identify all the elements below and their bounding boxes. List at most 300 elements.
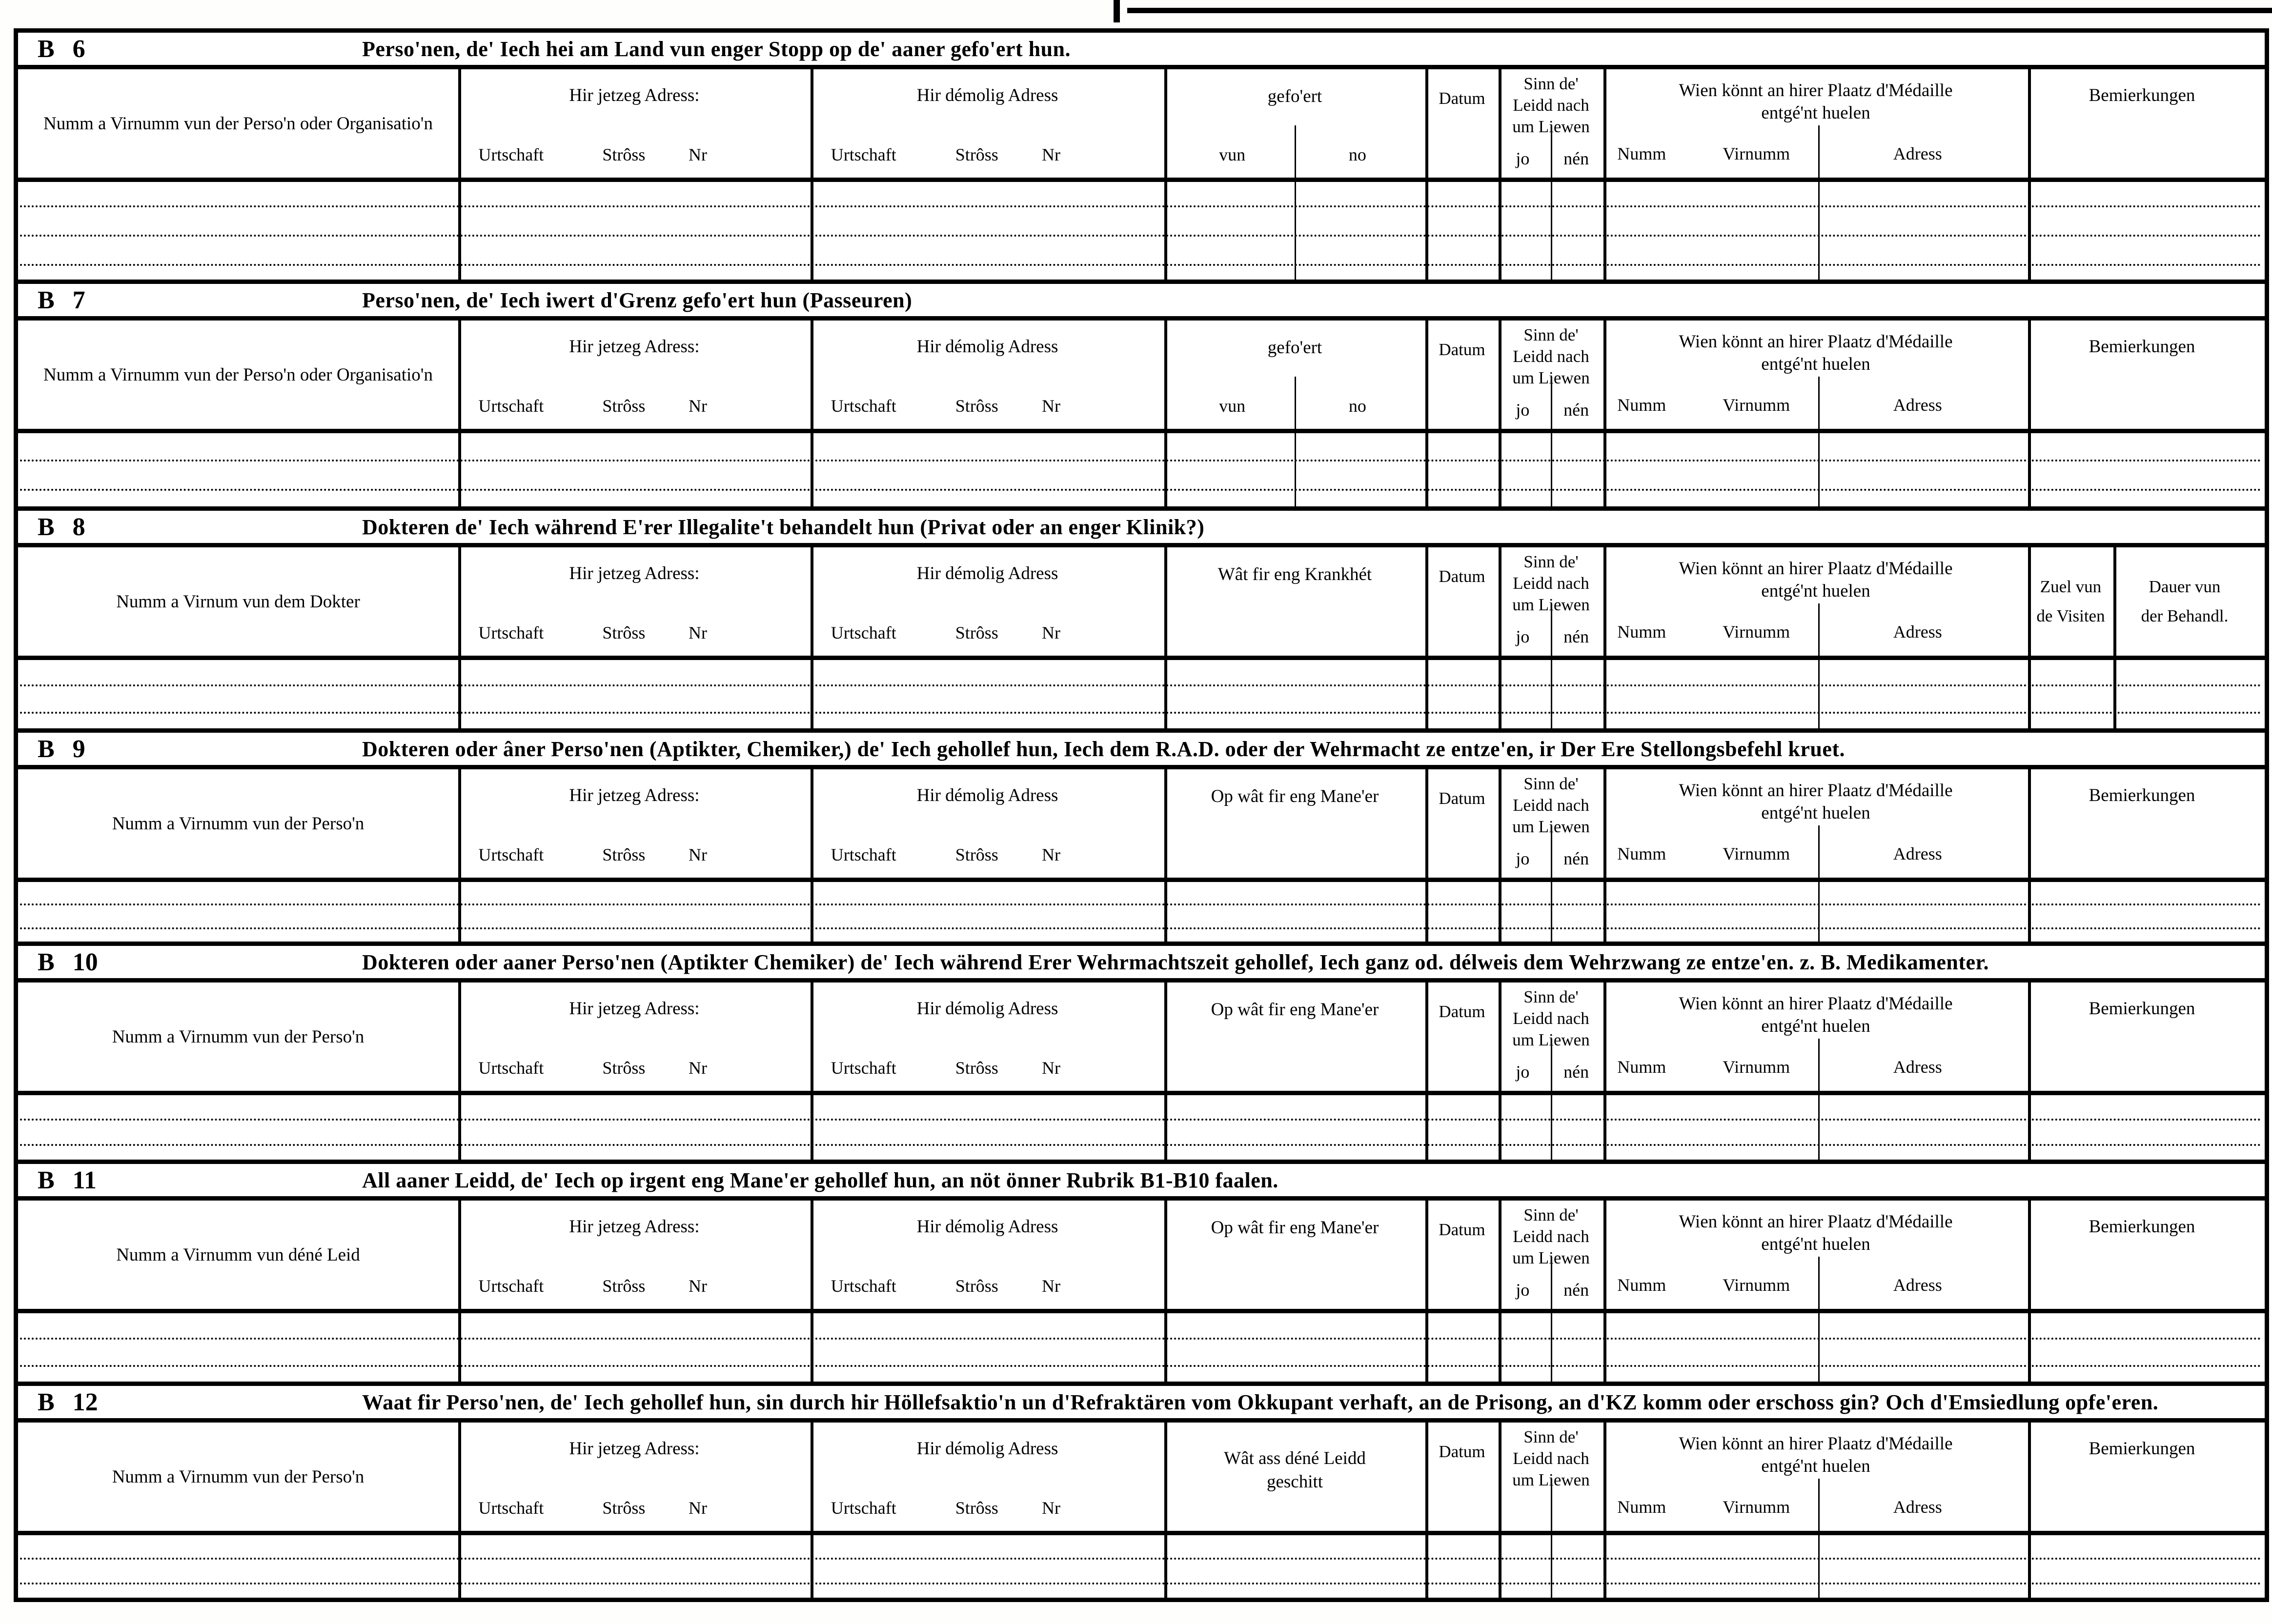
column-divider <box>1603 882 1606 942</box>
writing-guide-line <box>20 684 2263 686</box>
col-header-former-address <box>811 69 1164 178</box>
alive-line2: Leidd nach <box>1513 574 1589 593</box>
writing-guide-line <box>20 1365 2263 1367</box>
visits-line2: de Visiten <box>2036 606 2105 625</box>
medal-line2: entgé'nt huelen <box>1761 103 1870 123</box>
alive-line3: um Liewen <box>1512 1248 1590 1267</box>
col-header-still-alive <box>1499 69 1603 178</box>
writing-guide-line <box>20 1338 2263 1340</box>
column-divider <box>1425 1095 1428 1160</box>
col-header-datum <box>1425 769 1499 878</box>
writing-guide-line <box>20 712 2263 714</box>
alive-line2: Leidd nach <box>1513 1009 1589 1028</box>
former-address-title: Hir démolig Adress <box>916 337 1058 357</box>
former-address-title: Hir démolig Adress <box>916 563 1058 583</box>
stross-label: Strôss <box>955 1058 998 1078</box>
urtschaft-label: Urtschaft <box>831 1498 896 1518</box>
header-row <box>18 982 2265 1095</box>
header-row <box>18 321 2265 433</box>
form-section <box>18 511 2265 733</box>
column-divider <box>2028 882 2031 942</box>
stross-label: Strôss <box>602 623 646 642</box>
alive-line1: Sinn de' <box>1523 74 1579 93</box>
col-header-section-specific <box>1164 769 1425 878</box>
visits-line1: Zuel vun <box>2040 577 2102 596</box>
column-divider <box>811 1095 813 1160</box>
column-divider <box>458 1535 461 1598</box>
col-header-medal-recipient <box>1603 1423 2028 1531</box>
nr-label: Nr <box>688 396 707 416</box>
col-header-still-alive <box>1499 321 1603 429</box>
column-divider <box>1425 433 1428 506</box>
remarks-label: Bemierkungen <box>2089 85 2195 105</box>
col-header-former-address <box>811 547 1164 656</box>
virnumm-label: Virnumm <box>1723 844 1790 863</box>
subcolumn-divider <box>1551 1313 1552 1382</box>
column-divider <box>1164 433 1167 506</box>
form-table <box>14 28 2269 1602</box>
column-divider <box>2028 1095 2031 1160</box>
subcolumn-divider <box>1818 1095 1820 1160</box>
column-divider <box>1164 1313 1167 1382</box>
alive-line2: Leidd nach <box>1513 347 1589 366</box>
medal-line1: Wien könnt an hirer Plaatz d'Médaille <box>1679 80 1953 100</box>
page-edge-artifact-line <box>1127 8 2272 13</box>
col-header-remarks <box>2028 321 2256 429</box>
stross-label: Strôss <box>955 1498 998 1518</box>
nr-label: Nr <box>1042 623 1060 642</box>
column-divider <box>1425 882 1428 942</box>
specific-col-line1: gefo'ert <box>1267 338 1322 358</box>
column-divider <box>1499 882 1501 942</box>
col-header-section-specific <box>1164 69 1425 178</box>
medal-line1: Wien könnt an hirer Plaatz d'Médaille <box>1679 332 1953 352</box>
column-divider <box>1164 882 1167 942</box>
col-header-former-address <box>811 1201 1164 1309</box>
specific-col-line1: Op wât fir eng Mane'er <box>1211 1000 1379 1020</box>
no-label: no <box>1348 145 1366 164</box>
col-header-name: Numm a Virnum vun dem Dokter <box>116 591 360 612</box>
specific-col-line2: geschitt <box>1266 1472 1323 1492</box>
stross-label: Strôss <box>955 145 998 164</box>
data-entry-area <box>18 882 2265 942</box>
medal-line2: entgé'nt huelen <box>1761 1456 1870 1476</box>
col-header-current-address <box>458 321 811 429</box>
nen-label: nén <box>1563 849 1589 868</box>
column-divider <box>1603 660 1606 728</box>
column-divider <box>811 882 813 942</box>
alive-line3: um Liewen <box>1512 595 1590 614</box>
urtschaft-label: Urtschaft <box>478 1058 544 1078</box>
header-row <box>18 69 2265 182</box>
remarks-label: Bemierkungen <box>2089 999 2195 1019</box>
numm-label: Numm <box>1617 1275 1666 1295</box>
col-header-remarks <box>2028 69 2256 178</box>
column-divider <box>1425 660 1428 728</box>
col-header-name: Numm a Virnumm vun der Perso'n oder Organisatio'n <box>43 113 433 134</box>
col-header-remarks <box>2028 769 2256 878</box>
col-header-current-address <box>458 982 811 1091</box>
data-entry-area <box>18 182 2265 280</box>
column-divider <box>458 1313 461 1382</box>
section-id: B 7 <box>38 286 85 314</box>
remarks-label: Bemierkungen <box>2089 785 2195 805</box>
column-divider <box>458 1095 461 1160</box>
specific-col-line1: Op wât fir eng Mane'er <box>1211 786 1379 806</box>
nr-label: Nr <box>688 145 707 164</box>
nr-label: Nr <box>688 1498 707 1518</box>
column-divider <box>458 660 461 728</box>
medal-line1: Wien könnt an hirer Plaatz d'Médaille <box>1679 994 1953 1014</box>
header-row <box>18 1423 2265 1535</box>
jo-label: jo <box>1516 627 1530 646</box>
datum-label: Datum <box>1439 89 1485 108</box>
section-title: Perso'nen, de' Iech iwert d'Grenz gefo'ert hun (Passeuren) <box>362 288 913 312</box>
medal-line2: entgé'nt huelen <box>1761 1016 1870 1036</box>
col-header-section-specific <box>1164 547 1425 656</box>
data-entry-area <box>18 433 2265 506</box>
adress-label: Adress <box>1893 1497 1942 1517</box>
subcolumn-divider <box>1818 1535 1820 1598</box>
data-entry-area <box>18 660 2265 728</box>
nr-label: Nr <box>1042 1058 1060 1078</box>
column-divider <box>2028 660 2031 728</box>
jo-label: jo <box>1516 149 1530 168</box>
urtschaft-label: Urtschaft <box>478 1498 544 1518</box>
subcolumn-divider <box>1551 660 1552 728</box>
nr-label: Nr <box>1042 1498 1060 1518</box>
medal-line1: Wien könnt an hirer Plaatz d'Médaille <box>1679 1434 1953 1454</box>
current-address-title: Hir jetzeg Adress: <box>569 1439 700 1459</box>
subcolumn-divider <box>1818 433 1820 506</box>
medal-line1: Wien könnt an hirer Plaatz d'Médaille <box>1679 781 1953 801</box>
col-header-datum <box>1425 1201 1499 1309</box>
col-header-datum <box>1425 982 1499 1091</box>
col-header-datum <box>1425 547 1499 656</box>
col-header-still-alive <box>1499 982 1603 1091</box>
col-header-section-specific <box>1164 982 1425 1091</box>
section-title: Waat fir Perso'nen, de' Iech gehollef hun, sin durch hir Höllefsaktio'n un d'Refraktären vom Okkupant verhaft, an de Prisong, an d'KZ komm oder erschoss gin? Och d'Emsiedlung opfe'eren. <box>362 1390 2159 1414</box>
datum-label: Datum <box>1439 1220 1485 1239</box>
section-id: B 8 <box>38 513 85 541</box>
current-address-title: Hir jetzeg Adress: <box>569 563 700 583</box>
col-header-still-alive <box>1499 547 1603 656</box>
remarks-label: Bemierkungen <box>2089 337 2195 357</box>
col-header-medal-recipient <box>1603 1201 2028 1309</box>
vun-label: vun <box>1219 396 1246 416</box>
section-id: B 12 <box>38 1388 98 1416</box>
medal-line2: entgé'nt huelen <box>1761 803 1870 823</box>
nr-label: Nr <box>688 1058 707 1078</box>
column-divider <box>2028 1535 2031 1598</box>
nen-label: nén <box>1563 627 1589 646</box>
data-entry-area <box>18 1313 2265 1382</box>
alive-line1: Sinn de' <box>1523 325 1579 344</box>
virnumm-label: Virnumm <box>1723 1057 1790 1077</box>
col-header-remarks <box>2028 982 2256 1091</box>
col-header-treatment-duration <box>2113 547 2256 656</box>
section-title-row <box>18 946 2265 982</box>
jo-label: jo <box>1516 1062 1530 1082</box>
current-address-title: Hir jetzeg Adress: <box>569 999 700 1019</box>
stross-label: Strôss <box>955 845 998 864</box>
former-address-title: Hir démolig Adress <box>916 999 1058 1019</box>
column-divider <box>1499 433 1501 506</box>
col-header-former-address <box>811 1423 1164 1531</box>
writing-guide-line <box>20 1119 2263 1121</box>
datum-label: Datum <box>1439 567 1485 586</box>
adress-label: Adress <box>1893 844 1942 863</box>
nr-label: Nr <box>688 623 707 642</box>
adress-label: Adress <box>1893 622 1942 642</box>
writing-guide-line <box>20 903 2263 905</box>
alive-line1: Sinn de' <box>1523 987 1579 1006</box>
col-header-current-address <box>458 1423 811 1531</box>
numm-label: Numm <box>1617 144 1666 163</box>
col-header-section-specific <box>1164 321 1425 429</box>
col-header-name: Numm a Virnumm vun der Perso'n <box>112 1466 365 1487</box>
medal-line1: Wien könnt an hirer Plaatz d'Médaille <box>1679 1212 1953 1232</box>
numm-label: Numm <box>1617 622 1666 642</box>
datum-label: Datum <box>1439 789 1485 808</box>
writing-guide-line <box>20 489 2263 491</box>
column-divider <box>2028 433 2031 506</box>
column-divider <box>811 1313 813 1382</box>
col-header-datum <box>1425 1423 1499 1531</box>
urtschaft-label: Urtschaft <box>478 145 544 164</box>
nr-label: Nr <box>688 845 707 864</box>
urtschaft-label: Urtschaft <box>478 396 544 416</box>
col-header-visit-count <box>2028 547 2113 656</box>
writing-guide-line <box>20 1144 2263 1146</box>
section-id: B 9 <box>38 735 85 763</box>
subcolumn-divider <box>1818 1313 1820 1382</box>
alive-line3: um Liewen <box>1512 1030 1590 1049</box>
urtschaft-label: Urtschaft <box>831 145 896 164</box>
col-header-medal-recipient <box>1603 982 2028 1091</box>
writing-guide-line <box>20 460 2263 461</box>
urtschaft-label: Urtschaft <box>831 1276 896 1296</box>
alive-line3: um Liewen <box>1512 817 1590 836</box>
form-section <box>18 1386 2265 1598</box>
urtschaft-label: Urtschaft <box>831 623 896 642</box>
form-section <box>18 1164 2265 1386</box>
header-row <box>18 769 2265 882</box>
col-header-name: Numm a Virnumm vun déné Leid <box>116 1244 360 1265</box>
adress-label: Adress <box>1893 395 1942 415</box>
col-header-section-specific <box>1164 1201 1425 1309</box>
column-divider <box>1603 1313 1606 1382</box>
section-title-row <box>18 284 2265 321</box>
subcolumn-divider <box>1551 433 1552 506</box>
nen-label: nén <box>1563 400 1589 420</box>
virnumm-label: Virnumm <box>1723 144 1790 163</box>
virnumm-label: Virnumm <box>1723 622 1790 642</box>
former-address-title: Hir démolig Adress <box>916 1439 1058 1459</box>
section-title-row <box>18 33 2265 69</box>
nr-label: Nr <box>1042 396 1060 416</box>
current-address-title: Hir jetzeg Adress: <box>569 1217 700 1237</box>
section-title-row <box>18 1164 2265 1201</box>
jo-label: jo <box>1516 400 1530 420</box>
former-address-title: Hir démolig Adress <box>916 1217 1058 1237</box>
writing-guide-line <box>20 1583 2263 1584</box>
col-header-former-address <box>811 321 1164 429</box>
column-divider <box>1603 433 1606 506</box>
medal-line1: Wien könnt an hirer Plaatz d'Médaille <box>1679 559 1953 579</box>
nr-label: Nr <box>1042 145 1060 164</box>
urtschaft-label: Urtschaft <box>831 845 896 864</box>
alive-line2: Leidd nach <box>1513 96 1589 115</box>
col-header-still-alive <box>1499 769 1603 878</box>
section-title-row <box>18 511 2265 547</box>
section-title: Dokteren oder âner Perso'nen (Aptikter, Chemiker,) de' Iech gehollef hun, Iech dem R.A.D. oder der Wehrmacht ze entze'en, ir Der Ere Stellongsbefehl kruet. <box>362 737 1846 761</box>
stross-label: Strôss <box>602 145 646 164</box>
column-divider <box>1164 1535 1167 1598</box>
col-header-medal-recipient <box>1603 69 2028 178</box>
column-divider <box>811 660 813 728</box>
nr-label: Nr <box>688 1276 707 1296</box>
col-header-medal-recipient <box>1603 769 2028 878</box>
column-divider <box>1603 1535 1606 1598</box>
col-header-former-address <box>811 982 1164 1091</box>
urtschaft-label: Urtschaft <box>831 396 896 416</box>
former-address-title: Hir démolig Adress <box>916 85 1058 105</box>
form-section <box>18 33 2265 284</box>
medal-line2: entgé'nt huelen <box>1761 1234 1870 1254</box>
writing-guide-line <box>20 264 2263 266</box>
nen-label: nén <box>1563 149 1589 168</box>
jo-label: jo <box>1516 849 1530 868</box>
col-header-name: Numm a Virnumm vun der Perso'n oder Organisatio'n <box>43 364 433 385</box>
form-section <box>18 284 2265 511</box>
nr-label: Nr <box>1042 1276 1060 1296</box>
remarks-label: Bemierkungen <box>2089 1217 2195 1237</box>
col-header-current-address <box>458 1201 811 1309</box>
alive-line1: Sinn de' <box>1523 1427 1579 1446</box>
subcolumn-divider <box>1551 882 1552 942</box>
subcolumn-divider <box>1818 882 1820 942</box>
data-entry-area <box>18 1095 2265 1160</box>
stross-label: Strôss <box>955 623 998 642</box>
alive-line2: Leidd nach <box>1513 1227 1589 1246</box>
virnumm-label: Virnumm <box>1723 395 1790 415</box>
subcolumn-divider <box>1295 433 1296 506</box>
col-header-remarks <box>2028 1423 2256 1531</box>
duration-line2: der Behandl. <box>2141 606 2229 625</box>
column-divider <box>1425 1313 1428 1382</box>
former-address-title: Hir démolig Adress <box>916 785 1058 805</box>
col-header-current-address <box>458 769 811 878</box>
col-header-still-alive <box>1499 1201 1603 1309</box>
medal-line2: entgé'nt huelen <box>1761 354 1870 374</box>
stross-label: Strôss <box>955 396 998 416</box>
virnumm-label: Virnumm <box>1723 1497 1790 1517</box>
col-header-still-alive <box>1499 1423 1603 1531</box>
remarks-label: Bemierkungen <box>2089 1439 2195 1459</box>
form-section <box>18 946 2265 1164</box>
alive-line2: Leidd nach <box>1513 1449 1589 1468</box>
stross-label: Strôss <box>602 396 646 416</box>
col-header-datum <box>1425 69 1499 178</box>
subcolumn-divider <box>1551 1535 1552 1598</box>
stross-label: Strôss <box>602 845 646 864</box>
col-header-medal-recipient <box>1603 321 2028 429</box>
section-title: Dokteren oder aaner Perso'nen (Aptikter Chemiker) de' Iech während Erer Wehrmachtszeit gehollef, Iech ganz od. délweis dem Wehrzwang ze entze'en. z. B. Medikamenter. <box>362 950 1989 974</box>
alive-line3: um Liewen <box>1512 117 1590 136</box>
no-label: no <box>1348 396 1366 416</box>
alive-line2: Leidd nach <box>1513 796 1589 815</box>
col-header-medal-recipient <box>1603 547 2028 656</box>
col-header-former-address <box>811 769 1164 878</box>
col-header-name: Numm a Virnumm vun der Perso'n <box>112 1026 365 1047</box>
datum-label: Datum <box>1439 1442 1485 1461</box>
col-header-name: Numm a Virnumm vun der Perso'n <box>112 813 365 834</box>
stross-label: Strôss <box>602 1058 646 1078</box>
numm-label: Numm <box>1617 1057 1666 1077</box>
section-title: Dokteren de' Iech während E'rer Illegalite't behandelt hun (Privat oder an enger Klinik?) <box>362 515 1205 539</box>
adress-label: Adress <box>1893 1275 1942 1295</box>
column-divider <box>2113 660 2116 728</box>
registration-mark <box>1114 0 1120 22</box>
subcolumn-divider <box>1551 1095 1552 1160</box>
column-divider <box>458 882 461 942</box>
section-title-row <box>18 733 2265 769</box>
column-divider <box>458 433 461 506</box>
numm-label: Numm <box>1617 844 1666 863</box>
numm-label: Numm <box>1617 1497 1666 1517</box>
column-divider <box>1499 1535 1501 1598</box>
section-title: Perso'nen, de' Iech hei am Land vun enger Stopp op de' aaner gefo'ert hun. <box>362 37 1071 61</box>
urtschaft-label: Urtschaft <box>478 1276 544 1296</box>
header-row <box>18 1201 2265 1313</box>
stross-label: Strôss <box>602 1498 646 1518</box>
column-divider <box>1499 660 1501 728</box>
column-divider <box>2028 1313 2031 1382</box>
medal-line2: entgé'nt huelen <box>1761 581 1870 601</box>
writing-guide-line <box>20 205 2263 207</box>
col-header-current-address <box>458 547 811 656</box>
nen-label: nén <box>1563 1062 1589 1082</box>
stross-label: Strôss <box>602 1276 646 1296</box>
specific-col-line1: Wât ass déné Leidd <box>1224 1448 1366 1468</box>
subcolumn-divider <box>1818 660 1820 728</box>
data-entry-area <box>18 1535 2265 1598</box>
nr-label: Nr <box>1042 845 1060 864</box>
jo-label: jo <box>1516 1280 1530 1300</box>
current-address-title: Hir jetzeg Adress: <box>569 785 700 805</box>
column-divider <box>1499 1313 1501 1382</box>
virnumm-label: Virnumm <box>1723 1275 1790 1295</box>
duration-line1: Dauer vun <box>2149 577 2221 596</box>
adress-label: Adress <box>1893 144 1942 163</box>
section-id: B 10 <box>38 948 98 976</box>
alive-line3: um Liewen <box>1512 368 1590 387</box>
column-divider <box>1164 1095 1167 1160</box>
column-divider <box>1425 1535 1428 1598</box>
section-title-row <box>18 1386 2265 1423</box>
col-header-remarks <box>2028 1201 2256 1309</box>
numm-label: Numm <box>1617 395 1666 415</box>
specific-col-line1: Op wât fir eng Mane'er <box>1211 1218 1379 1238</box>
vun-label: vun <box>1219 145 1246 164</box>
urtschaft-label: Urtschaft <box>831 1058 896 1078</box>
alive-line1: Sinn de' <box>1523 552 1579 571</box>
header-row <box>18 547 2265 660</box>
col-header-section-specific <box>1164 1423 1425 1531</box>
specific-col-line1: Wât fir eng Krankhét <box>1217 564 1372 584</box>
writing-guide-line <box>20 235 2263 237</box>
